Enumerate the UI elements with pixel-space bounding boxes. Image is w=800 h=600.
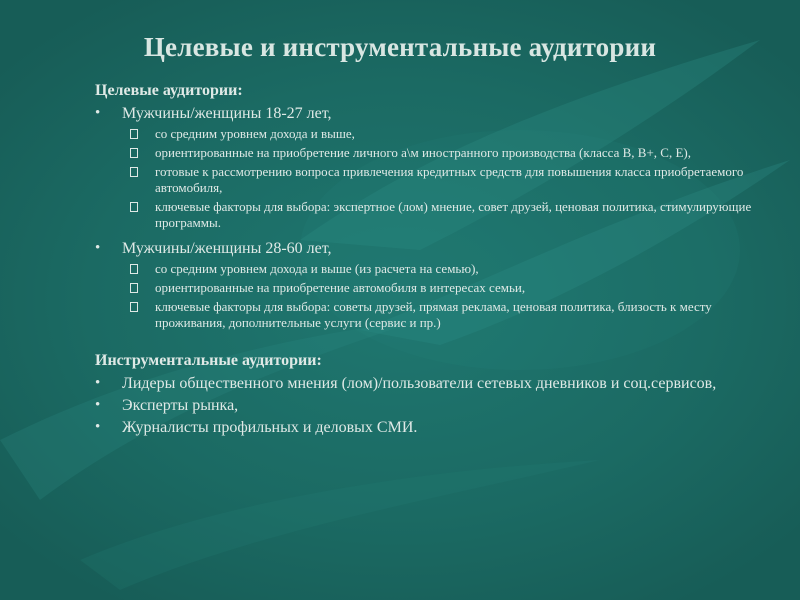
list-subitem xyxy=(95,280,755,296)
target-audiences-heading: Целевые аудитории: xyxy=(95,82,243,99)
box-bullet-icon xyxy=(130,302,138,312)
subitem-text: ориентированные на приобретение автомобиля в интересах семьи, xyxy=(155,280,526,295)
list-subitem xyxy=(95,126,755,142)
box-bullet-icon xyxy=(130,167,138,177)
subitem-text: со средним уровнем дохода и выше, xyxy=(155,126,355,141)
box-bullet-icon xyxy=(130,202,138,212)
bullet-dot-icon: • xyxy=(95,240,101,256)
list-item xyxy=(95,396,755,415)
bullet-dot-icon: • xyxy=(95,105,101,121)
list-item-group-28-60 xyxy=(95,239,755,258)
box-bullet-icon xyxy=(130,129,138,139)
list-subitem xyxy=(95,199,755,231)
bullet-dot-icon: • xyxy=(95,419,101,435)
subitem-text: ключевые факторы для выбора: экспертное (лом) мнение, совет друзей, ценовая политика, стимулирующие программы. xyxy=(155,199,752,230)
subitem-text: со средним уровнем дохода и выше (из расчета на семью), xyxy=(155,261,479,276)
subitem-text: готовые к рассмотрению вопроса привлечения кредитных средств для повышения класса приобретаемого автомобиля, xyxy=(155,164,744,195)
subitem-text: ориентированные на приобретение личного а\м иностранного производства (класса B, B+, C, E), xyxy=(155,145,691,160)
list-item xyxy=(95,418,755,437)
list-subitem xyxy=(95,261,755,277)
slide-title: Целевые и инструментальные аудитории xyxy=(143,32,657,62)
box-bullet-icon xyxy=(130,264,138,274)
group-label: Мужчины/женщины 28-60 лет, xyxy=(122,240,332,257)
instrumental-item-text: Лидеры общественного мнения (лом)/пользователи сетевых дневников и соц.сервисов, xyxy=(122,375,717,392)
list-subitem xyxy=(95,299,755,331)
instrumental-item-text: Эксперты рынка, xyxy=(122,397,239,414)
bullet-dot-icon: • xyxy=(95,397,101,413)
bullet-dot-icon: • xyxy=(95,375,101,391)
list-subitem xyxy=(95,164,755,196)
instrumental-item-text: Журналисты профильных и деловых СМИ. xyxy=(122,419,418,436)
list-subitem xyxy=(95,145,755,161)
list-item-group-18-27 xyxy=(95,104,755,123)
slide-content xyxy=(95,81,755,437)
swoosh-bottom xyxy=(80,460,600,590)
group-label: Мужчины/женщины 18-27 лет, xyxy=(122,105,332,122)
box-bullet-icon xyxy=(130,148,138,158)
list-item xyxy=(95,374,755,393)
box-bullet-icon xyxy=(130,283,138,293)
subitem-text: ключевые факторы для выбора: советы друзей, прямая реклама, ценовая политика, близость к месту проживания, дополнительные услуги (сервис и пр.) xyxy=(155,299,712,330)
instrumental-audiences-heading: Инструментальные аудитории: xyxy=(95,352,322,369)
